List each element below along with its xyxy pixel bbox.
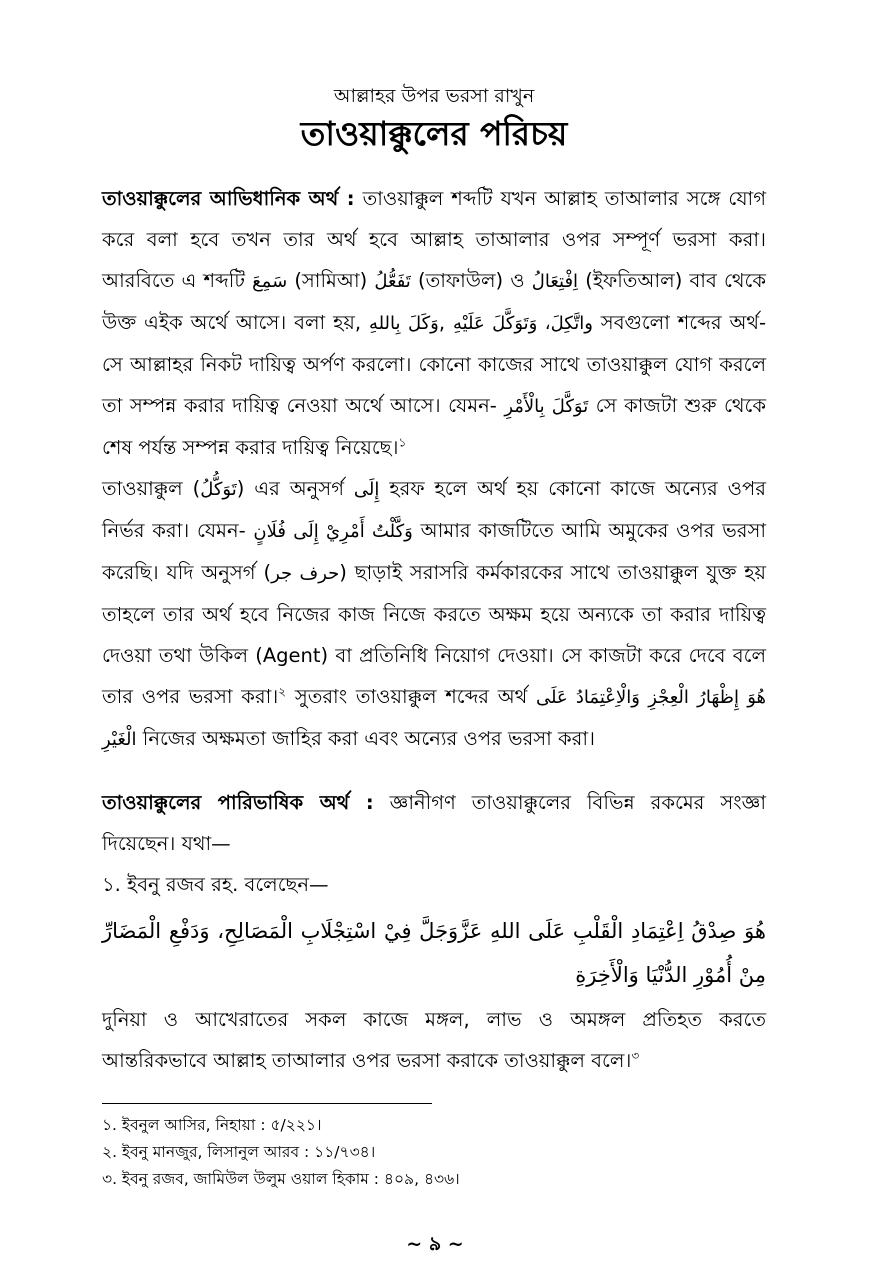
footnote-2: ২. ইবনু মানজুর, লিসানুল আরব : ১১/৭৩৪। [102, 1143, 376, 1161]
arabic-term: حرف جر [271, 563, 340, 584]
section-heading-technical: তাওয়াক্কুলের পারিভাষিক অর্থ : [102, 791, 374, 814]
arabic-term: تَفَعُّلُ [374, 271, 411, 292]
arabic-term: تَوَكَّلَ بِالْأَمْرِ [504, 396, 589, 417]
arabic-term: سَمِعَ [252, 271, 288, 292]
paragraph-translation: দুনিয়া ও আখেরাতের সকল কাজে মঙ্গল, লাভ ও অমঙ্গল প্রতিহত করতে আন্তরিকভাবে আল্লাহ তাআলার ওপর ভরসা করাকে তাওয়াক্কুল বলে।$^৩$ [102, 1008, 766, 1072]
arabic-term: اِفْتِعَالُ [531, 271, 579, 292]
footnote-3: ৩. ইবনু রজব, জামিউল উলুম ওয়াল হিকাম : ৪০৯, ৪৩৬। [102, 1170, 460, 1188]
list-item-ibn-rajab: ১. ইবনু রজব রহ. বলেছেন— [102, 873, 329, 896]
footnote-ref-3[interactable]: ৩ [631, 1048, 640, 1063]
footnote-ref-1[interactable]: ১ [398, 435, 407, 450]
page-number: ~ ৯ ~ [406, 1233, 464, 1255]
footnote-ref-2[interactable]: ২ [278, 684, 287, 699]
arabic-term: تَوَكُّلُ [200, 479, 237, 500]
paragraph-preposition-meaning: তাওয়াক্কুল (تَوَكُّلُ) এর অনুসর্গ إِلَى হরফ হলে অর্থ হয় কোনো কাজে অন্যের ওপর নির্ভর করা। যেমন- وَكَّلْتُ أَمْرِيْ إِلَى فُلَانٍ আমার কাজটিতে আমি অমুকের ওপর ভরসা করেছি। যদি অনুসর্গ (حرف جر) ছাড়াই সরাসরি কর্মকারকের সাথে তাওয়াক্কুল যুক্ত হয় তাহলে তার অর্থ হবে নিজের কাজ নিজে করতে অক্ষম হয়ে অন্যকে তা করার দায়িত্ব দেওয়া তথা উকিল (Agent) বা প্রতিনিধি নিয়োগ দেওয়া। সে কাজটা করে দেবে বলে তার ওপর ভরসা করা।$^২$ সুতরাং তাওয়াক্কুল শব্দের অর্থ هُوَ إِظْهَارُ الْعِجْزِ وَالْاِعْتِمَادُ عَلَى الْغَيْرِ নিজের অক্ষমতা জাহির করা এবং অন্যের ওপর ভরসা করা। [102, 477, 766, 750]
arabic-term: وَكَلَ بِاللهِ [368, 313, 439, 334]
page-title: তাওয়াক্কুলের পরিচয় [300, 114, 568, 153]
running-head: আল্লাহর উপর ভরসা রাখুন [333, 85, 535, 107]
paragraph-technical-meaning: তাওয়াক্কুলের পারিভাষিক অর্থ : জ্ঞানীগণ তাওয়াক্কুলের বিভিন্ন রকমের সংজ্ঞা দিয়েছেন। যথা— [102, 791, 766, 855]
footnote-divider [102, 1103, 432, 1104]
arabic-quote: هُوَ صِدْقُ اِعْتِمَادِ الْقَلْبِ عَلَى اللهِ عَزَّوَجَلَّ فِيْ اسْتِجْلَابِ الْمَصَالِحِ، وَدَفْعِ الْمَضَارِّ مِنْ أُمُوْرِ الدُّنْيَا وَالْأَخِرَةِ [102, 919, 766, 987]
paragraph-lexical-meaning: তাওয়াক্কুলের আভিধানিক অর্থ : তাওয়াক্কুল শব্দটি যখন আল্লাহ তাআলার সঙ্গে যোগ করে বলা হবে তখন তার অর্থ হবে আল্লাহ তাআলার ওপর সম্পূর্ণ ভরসা করা। আরবিতে এ শব্দটি سَمِعَ (সামিআ) تَفَعُّلُ (তাফাউল) ও اِفْتِعَالُ (ইফতিআল) বাব থেকে উক্ত এইক অর্থে আসে। বলা হয়, وَكَلَ بِاللهِ, واتَّكِلَ، وَتَوَكَّلَ عَلَيْهِ সবগুলো শব্দের অর্থ- সে আল্লাহর নিকট দায়িত্ব অর্পণ করলো। কোনো কাজের সাথে তাওয়াক্কুল যোগ করলে তা সম্পন্ন করার দায়িত্ব নেওয়া অর্থে আসে। যেমন- تَوَكَّلَ بِالْأَمْرِ সে কাজটা শুরু থেকে শেষ পর্যন্ত সম্পন্ন করার দায়িত্ব নিয়েছে।$^১$ [102, 187, 767, 459]
footnote-1: ১. ইবনুল আসির, নিহায়া : ৫/২২১। [102, 1116, 322, 1134]
arabic-term: واتَّكِلَ، وَتَوَكَّلَ عَلَيْهِ [452, 313, 593, 334]
section-heading-lexical: তাওয়াক্কুলের আভিধানিক অর্থ : [102, 187, 355, 210]
arabic-term: إِلَى [353, 479, 380, 500]
arabic-term: وَكَّلْتُ أَمْرِيْ إِلَى فُلَانٍ [253, 521, 413, 542]
arabic-term: هُوَ إِظْهَارُ الْعِجْزِ وَالْاِعْتِمَادُ عَلَى الْغَيْرِ [102, 687, 766, 750]
